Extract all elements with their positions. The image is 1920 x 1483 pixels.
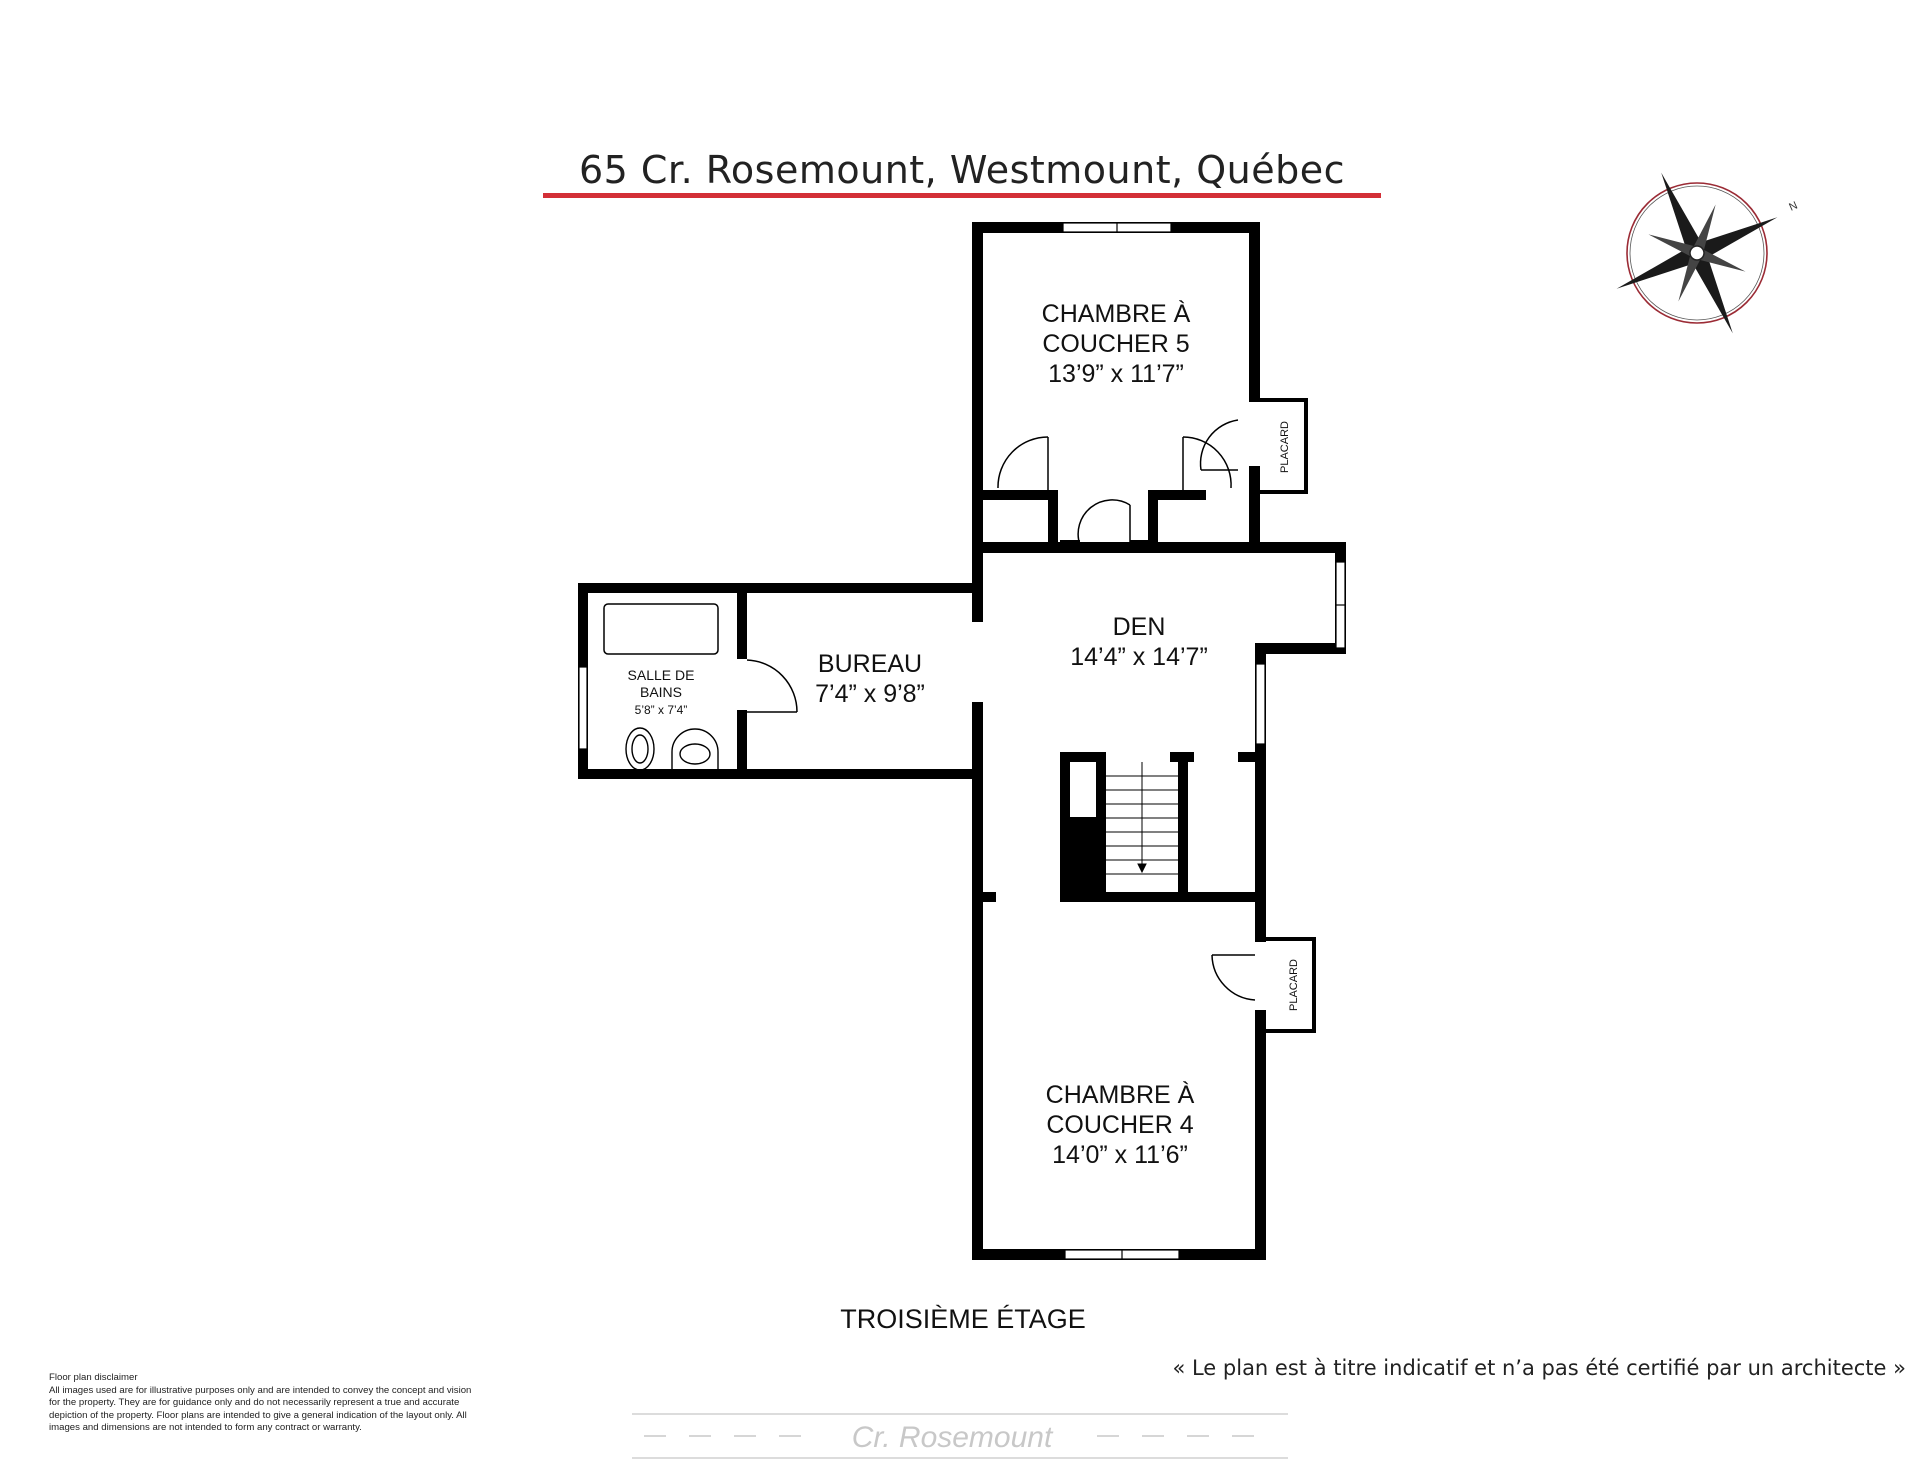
room-bureau: [815, 650, 925, 708]
disclaimer-line: All images used are for illustrative purposes only and are intended to convey the concept and vision: [49, 1384, 472, 1396]
room-name-line1: CHAMBRE À: [1045, 1081, 1195, 1109]
room-dimensions: 14’0” x 11’6”: [1052, 1141, 1188, 1169]
title-underline: [543, 193, 1381, 198]
room-name-line2: COUCHER 4: [1046, 1111, 1194, 1139]
compass-icon: [1581, 137, 1813, 369]
disclaimer-line: for the property. They are for guidance only and do not necessarily represent a true and accurate: [49, 1397, 460, 1409]
room-dimensions: 5’8” x 7’4”: [634, 703, 688, 717]
room-name-line2: COUCHER 5: [1042, 330, 1190, 358]
floor-plan-disclaimer: [49, 1372, 549, 1435]
room-name-line1: DEN: [1112, 613, 1166, 641]
walls: [578, 222, 1346, 1260]
room-dimensions: 7’4” x 9’8”: [815, 680, 925, 708]
toilet-icon: [672, 729, 718, 769]
windows: [579, 223, 1345, 1259]
room-dimensions: 13’9” x 11’7”: [1048, 360, 1184, 388]
sink-icon: [626, 728, 654, 770]
disclaimer-heading: Floor plan disclaimer: [49, 1372, 138, 1383]
stairs: [1106, 762, 1178, 874]
doors: [747, 420, 1255, 1000]
certification-note: « Le plan est à titre indicatif et n’a pas été certifié par un architecte »: [1172, 1356, 1906, 1380]
compass-north-label: N: [1787, 199, 1800, 214]
room-salle-de-bains: [628, 667, 695, 717]
street-name: Cr. Rosemount: [851, 1421, 1053, 1454]
disclaimer-line: depiction of the property. Floor plans are intended to give a general indication of the layout only. All: [49, 1409, 467, 1421]
room-den: [1070, 613, 1208, 671]
page-title: 65 Cr. Rosemount, Westmount, Québec: [578, 148, 1346, 192]
room-chambre-4: [1046, 1080, 1195, 1169]
placard-top-label: PLACARD: [1279, 421, 1291, 473]
street-indicator: [632, 1414, 1288, 1458]
floor-label: TROISIÈME ÉTAGE: [840, 1304, 1086, 1334]
room-chambre-5: [1042, 299, 1191, 388]
room-name-line2: BAINS: [639, 684, 683, 700]
room-name-line1: SALLE DE: [627, 667, 695, 683]
room-dimensions: 14’4” x 14’7”: [1070, 643, 1208, 671]
disclaimer-line: images and dimensions are not intended to form any contract or warranty.: [49, 1422, 362, 1434]
room-name-line1: BUREAU: [817, 650, 923, 678]
placard-bottom-label: PLACARD: [1288, 959, 1300, 1011]
bathtub-icon: [604, 604, 718, 654]
room-name-line1: CHAMBRE À: [1041, 300, 1191, 328]
